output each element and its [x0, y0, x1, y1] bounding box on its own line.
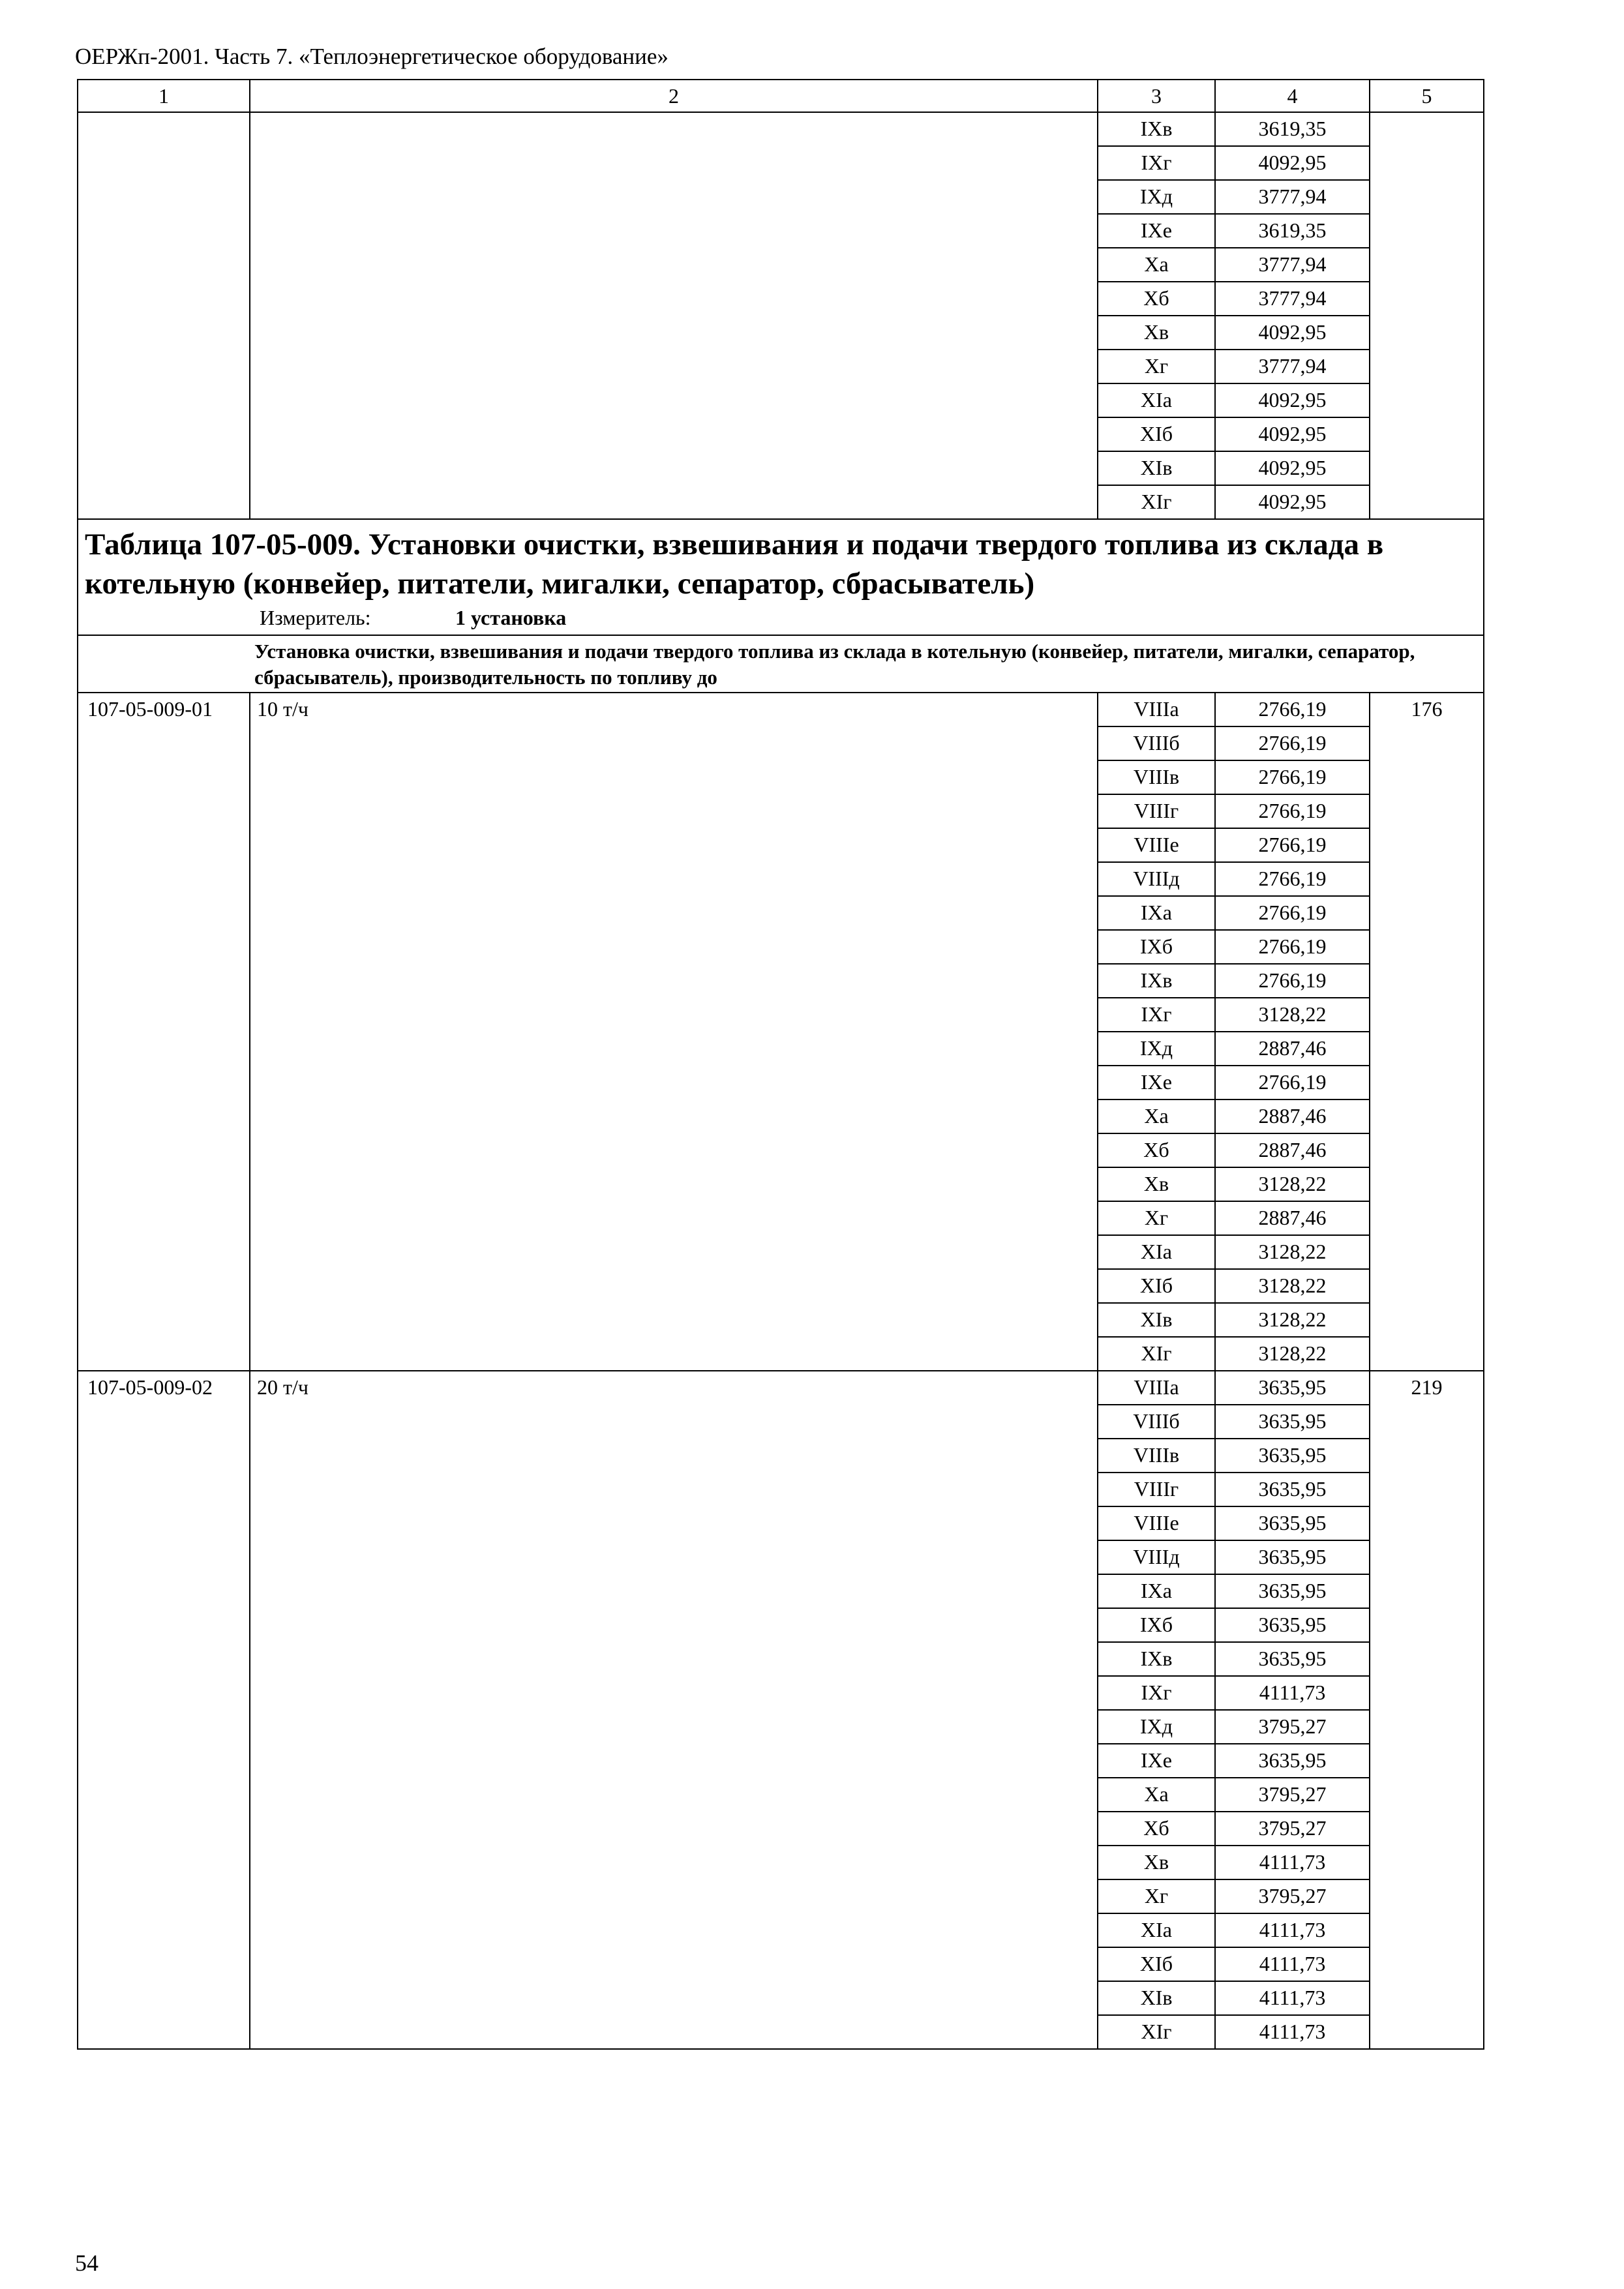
zone-cell: IXг [1098, 146, 1215, 180]
column-number-5: 5 [1370, 80, 1484, 112]
zone-cell: Xб [1098, 1133, 1215, 1167]
price-cell: 3635,95 [1215, 1642, 1370, 1676]
section-title-cell [78, 519, 1484, 635]
item-code: 107-05-009-01 [78, 693, 250, 1371]
price-cell: 3619,35 [1215, 112, 1370, 146]
zone-cell: Xб [1098, 1812, 1215, 1846]
zone-cell: IXа [1098, 896, 1215, 930]
price-cell: 3128,22 [1215, 1235, 1370, 1269]
price-cell: 3635,95 [1215, 1574, 1370, 1608]
price-cell: 3795,27 [1215, 1778, 1370, 1812]
price-cell: 2766,19 [1215, 964, 1370, 998]
price-cell: 2766,19 [1215, 726, 1370, 760]
zone-cell: XIа [1098, 1913, 1215, 1947]
zone-cell: XIв [1098, 1981, 1215, 2015]
zone-cell: IXв [1098, 1642, 1215, 1676]
price-cell: 3795,27 [1215, 1812, 1370, 1846]
zone-cell: XIб [1098, 417, 1215, 451]
price-cell: 3619,35 [1215, 214, 1370, 248]
zone-cell: VIIIб [1098, 1405, 1215, 1439]
group-description-cell [78, 635, 1484, 693]
zone-cell: XIв [1098, 1303, 1215, 1337]
zone-cell: Xв [1098, 1167, 1215, 1201]
zone-cell: Xб [1098, 282, 1215, 316]
column-number-4: 4 [1215, 80, 1370, 112]
price-cell: 3777,94 [1215, 350, 1370, 383]
price-cell: 3635,95 [1215, 1608, 1370, 1642]
price-cell: 2766,19 [1215, 1066, 1370, 1100]
zone-cell: IXг [1098, 1676, 1215, 1710]
zone-cell: IXе [1098, 214, 1215, 248]
price-cell: 3635,95 [1215, 1371, 1370, 1405]
zone-cell: VIIIд [1098, 862, 1215, 896]
price-table [77, 79, 1484, 2050]
running-header: ОЕРЖп-2001. Часть 7. «Теплоэнергетическое оборудование» [75, 44, 669, 69]
price-cell: 2887,46 [1215, 1100, 1370, 1133]
price-cell: 2887,46 [1215, 1133, 1370, 1167]
price-cell: 3777,94 [1215, 248, 1370, 282]
zone-cell: Xа [1098, 1100, 1215, 1133]
item-description: 20 т/ч [250, 1371, 1098, 2049]
item-cost: 176 [1370, 693, 1484, 1371]
zone-cell: VIIIа [1098, 1371, 1215, 1405]
price-cell: 3777,94 [1215, 180, 1370, 214]
unit-value: 1 установка [455, 606, 567, 629]
unit-label: Измеритель: [260, 606, 371, 629]
table-row [78, 693, 1484, 726]
price-cell: 3128,22 [1215, 1303, 1370, 1337]
price-cell: 4092,95 [1215, 146, 1370, 180]
group-description-row [78, 635, 1484, 693]
price-cell: 3635,95 [1215, 1473, 1370, 1506]
zone-cell: XIг [1098, 485, 1215, 519]
price-cell: 4111,73 [1215, 2015, 1370, 2049]
price-cell: 4092,95 [1215, 417, 1370, 451]
page-number: 54 [75, 2250, 98, 2276]
price-cell: 2766,19 [1215, 794, 1370, 828]
zone-cell: VIIIб [1098, 726, 1215, 760]
unit-line [85, 603, 1475, 632]
zone-cell: VIIIе [1098, 828, 1215, 862]
zone-cell: Xв [1098, 1846, 1215, 1879]
zone-cell: XIг [1098, 1337, 1215, 1371]
price-cell: 2766,19 [1215, 896, 1370, 930]
price-cell: 4111,73 [1215, 1846, 1370, 1879]
zone-cell: XIг [1098, 2015, 1215, 2049]
zone-cell: IXб [1098, 1608, 1215, 1642]
code-cell-empty [78, 112, 250, 519]
zone-cell: IXб [1098, 930, 1215, 964]
price-cell: 2766,19 [1215, 693, 1370, 726]
zone-cell: XIа [1098, 383, 1215, 417]
zone-cell: IXе [1098, 1066, 1215, 1100]
zone-cell: IXа [1098, 1574, 1215, 1608]
price-cell: 3635,95 [1215, 1744, 1370, 1778]
price-cell: 3635,95 [1215, 1439, 1370, 1473]
price-cell: 4111,73 [1215, 1947, 1370, 1981]
price-cell: 3635,95 [1215, 1506, 1370, 1540]
price-cell: 2887,46 [1215, 1032, 1370, 1066]
group-description: Установка очистки, взвешивания и подачи твердого топлива из склада в котельную (конвейер, питатели, мигалки, сепаратор, сбрасыватель), производительность по топливу до [254, 640, 1415, 689]
column-number-1: 1 [78, 80, 250, 112]
zone-cell: XIб [1098, 1269, 1215, 1303]
zone-cell: XIв [1098, 451, 1215, 485]
zone-cell: Xг [1098, 350, 1215, 383]
zone-cell: Xа [1098, 248, 1215, 282]
price-cell: 2887,46 [1215, 1201, 1370, 1235]
column-number-row [78, 80, 1484, 112]
section-title-row [78, 519, 1484, 635]
zone-cell: Xг [1098, 1879, 1215, 1913]
price-cell: 3777,94 [1215, 282, 1370, 316]
price-cell: 3635,95 [1215, 1540, 1370, 1574]
zone-cell: IXе [1098, 1744, 1215, 1778]
price-cell: 4111,73 [1215, 1676, 1370, 1710]
zone-cell: VIIIв [1098, 760, 1215, 794]
zone-cell: Xг [1098, 1201, 1215, 1235]
price-cell: 3128,22 [1215, 998, 1370, 1032]
price-cell: 3795,27 [1215, 1710, 1370, 1744]
zone-cell: XIа [1098, 1235, 1215, 1269]
price-cell: 2766,19 [1215, 862, 1370, 896]
column-number-3: 3 [1098, 80, 1215, 112]
zone-cell: IXв [1098, 112, 1215, 146]
zone-cell: IXг [1098, 998, 1215, 1032]
zone-cell: IXд [1098, 1710, 1215, 1744]
zone-cell: VIIIг [1098, 794, 1215, 828]
zone-cell: IXв [1098, 964, 1215, 998]
price-cell: 2766,19 [1215, 828, 1370, 862]
price-cell: 4092,95 [1215, 451, 1370, 485]
price-cell: 3128,22 [1215, 1269, 1370, 1303]
table-row [78, 112, 1484, 146]
zone-cell: IXд [1098, 1032, 1215, 1066]
item-description: 10 т/ч [250, 693, 1098, 1371]
zone-cell: Xв [1098, 316, 1215, 350]
price-cell: 4111,73 [1215, 1913, 1370, 1947]
zone-cell: VIIIд [1098, 1540, 1215, 1574]
price-table-container [77, 79, 1483, 2050]
zone-cell: VIIIе [1098, 1506, 1215, 1540]
price-cell: 4111,73 [1215, 1981, 1370, 2015]
price-cell: 4092,95 [1215, 383, 1370, 417]
zone-cell: VIIIа [1098, 693, 1215, 726]
price-cell: 2766,19 [1215, 760, 1370, 794]
zone-cell: XIб [1098, 1947, 1215, 1981]
column-number-2: 2 [250, 80, 1098, 112]
price-table-body [78, 80, 1484, 2049]
price-cell: 3795,27 [1215, 1879, 1370, 1913]
price-cell: 4092,95 [1215, 316, 1370, 350]
cost-cell-empty [1370, 112, 1484, 519]
price-cell: 3128,22 [1215, 1337, 1370, 1371]
description-cell-empty [250, 112, 1098, 519]
price-cell: 4092,95 [1215, 485, 1370, 519]
zone-cell: Xа [1098, 1778, 1215, 1812]
item-cost: 219 [1370, 1371, 1484, 2049]
table-title: Таблица 107-05-009. Установки очистки, взвешивания и подачи твердого топлива из склада в котельную (конвейер, питатели, мигалки, сепаратор, сбрасыватель) [85, 528, 1384, 601]
item-code: 107-05-009-02 [78, 1371, 250, 2049]
price-cell: 3635,95 [1215, 1405, 1370, 1439]
zone-cell: IXд [1098, 180, 1215, 214]
table-row [78, 1371, 1484, 1405]
price-cell: 2766,19 [1215, 930, 1370, 964]
price-cell: 3128,22 [1215, 1167, 1370, 1201]
zone-cell: VIIIг [1098, 1473, 1215, 1506]
zone-cell: VIIIв [1098, 1439, 1215, 1473]
